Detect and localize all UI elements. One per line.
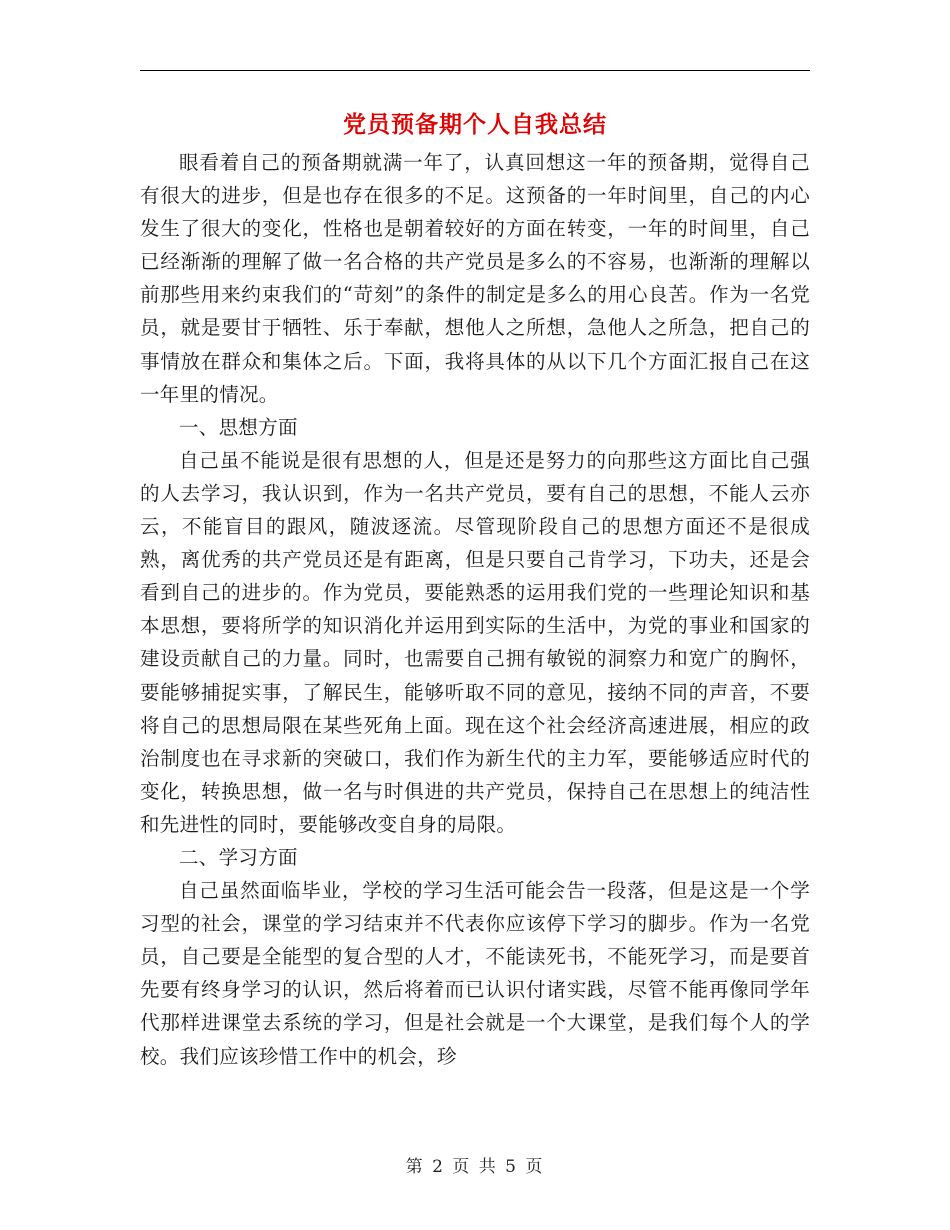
document-title: 党员预备期个人自我总结 [343,111,607,138]
document-body [140,146,810,1073]
paragraph-intro: 眼看着自己的预备期就满一年了，认真回想这一年的预备期，觉得自己有很大的进步，但是也存在很多的不足。这预备的一年时间里，自己的内心发生了很大的变化，性格也是朝着较好的方面在转变，一年的时间里，自己已经渐渐的理解了做一名合格的共产党员是多么的不容易，也渐渐的理解以前那些用来约束我们的“苛刻”的条件的制定是多么的用心良苦。作为一名党员，就是要甘于牺牲、乐于奉献，想他人之所想，急他人之所急，把自己的事情放在群众和集体之后。下面，我将具体的从以下几个方面汇报自己在这一年里的情况。 [140,151,810,406]
section-heading-study: 二、学习方面 [179,845,298,869]
page-number-footer: 第 2 页 共 5 页 [405,1157,545,1177]
paragraph-thought: 自己虽不能说是很有思想的人，但是还是努力的向那些这方面比自己强的人去学习，我认识到，作为一名共产党员，要有自己的思想，不能人云亦云，不能盲目的跟风，随波逐流。尽管现阶段自己的思想方面还不是很成熟，离优秀的共产党员还是有距离，但是只要自己肯学习，下功夫，还是会看到自己的进步的。作为党员，要能熟悉的运用我们党的一些理论知识和基本思想，要将所学的知识消化并运用到实际的生活中，为党的事业和国家的建设贡献自己的力量。同时，也需要自己拥有敏锐的洞察力和宽广的胸怀，要能够捕捉实事，了解民生，能够听取不同的意见，接纳不同的声音，不要将自己的思想局限在某些死角上面。现在这个社会经济高速进展，相应的政治制度也在寻求新的突破口，我们作为新生代的主力军，要能够适应时代的变化，转换思想，做一名与时俱进的共产党员，保持自己在思想上的纯洁性和先进性的同时，要能够改变自身的局限。 [140,448,810,836]
paragraph-study: 自己虽然面临毕业，学校的学习生活可能会告一段落，但是这是一个学习型的社会，课堂的学习结束并不代表你应该停下学习的脚步。作为一名党员，自己要是全能型的复合型的人才，不能读死书，不能死学习，而是要首先要有终身学习的认识，然后将着而已认识付诸实践，尽管不能再像同学年代那样进课堂去系统的学习，但是社会就是一个大课堂，是我们每个人的学校。我们应该珍惜工作中的机会，珍 [140,879,810,1068]
section-heading-thought: 一、思想方面 [179,415,298,439]
header-rule [140,70,810,71]
